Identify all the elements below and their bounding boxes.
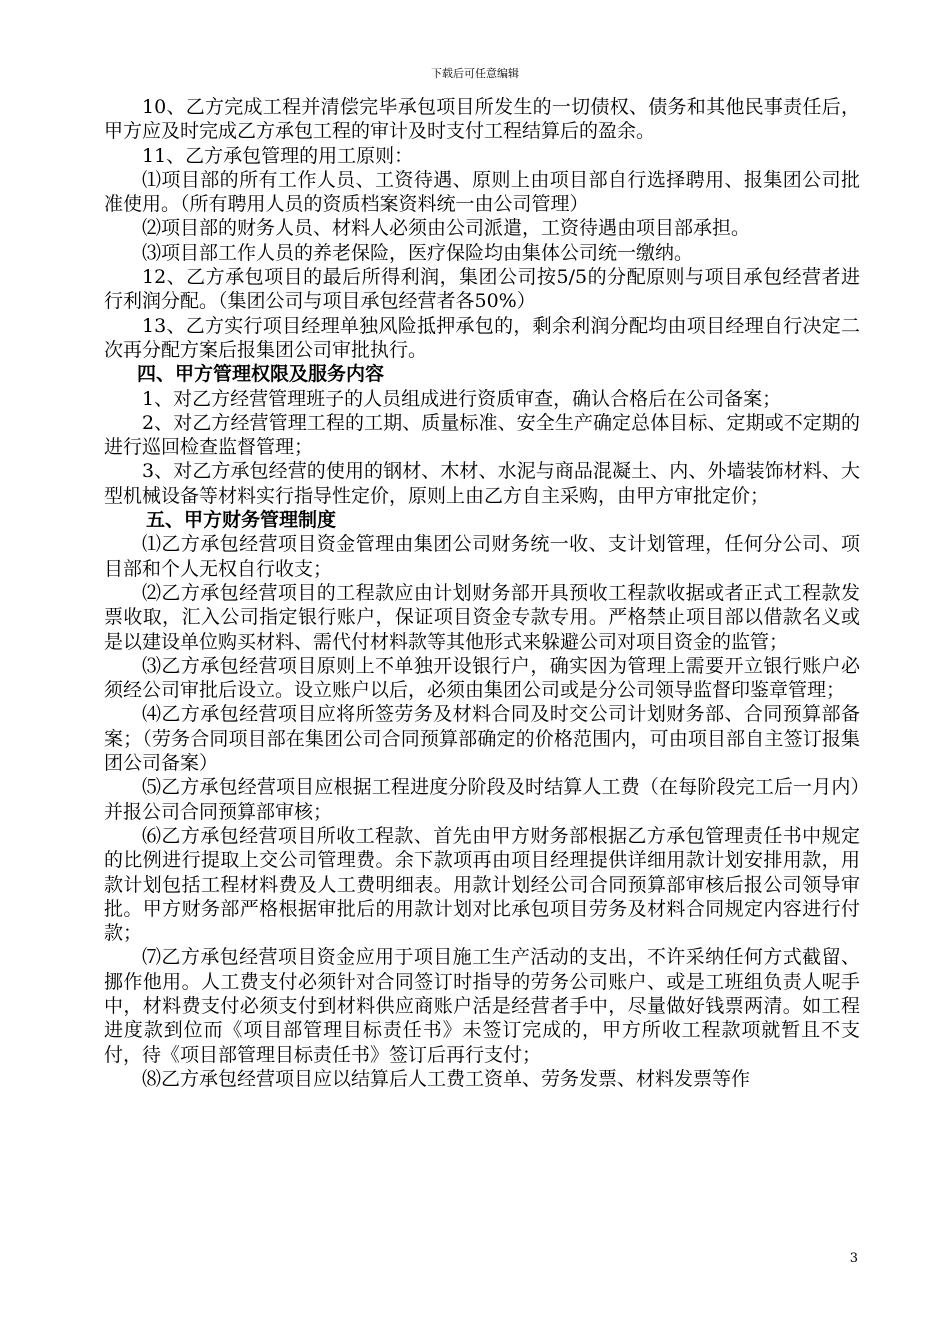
section-heading: 五、甲方财务管理制度 — [146, 509, 337, 532]
body-paragraph: 3、对乙方承包经营的使用的钢材、木材、水泥与商品混凝土、内、外墙装饰材料、大型机械设备等材料实行指导性定价，原则上由乙方自主采购，由甲方审批定价； — [104, 460, 860, 507]
document-body — [104, 95, 860, 1091]
body-paragraph: ⑵项目部的财务人员、材料人必须由公司派遣，工资待遇由项目部承担。 — [142, 217, 751, 240]
body-paragraph: ⑺乙方承包经营项目资金应用于项目施工生产活动的支出，不许采纳任何方式截留、挪作他用。人工费支付必须针对合同签订时指导的劳务公司账户、或是工班组负责人呢手中，材料费支付必须支付到材料供应商账户活是经营者手中，尽量做好钱票两清。如工程进度款到位而《项目部管理目标责任书》未签订完成的，甲方所收工程款项就暂且不支付，待《项目部管理目标责任书》签订后再行支付； — [104, 946, 860, 1066]
body-paragraph: ⑷乙方承包经营项目应将所签劳务及材料合同及时交公司计划财务部、合同预算部备案；（劳务合同项目部在集团公司合同预算部确定的价格范围内，可由项目部自主签订报集团公司备案） — [104, 703, 860, 775]
body-paragraph: 1、对乙方经营管理班子的人员组成进行资质审查，确认合格后在公司备案； — [142, 387, 782, 410]
body-paragraph: ⑴项目部的所有工作人员、工资待遇、原则上由项目部自行选择聘用、报集团公司批准使用。（所有聘用人员的资质档案资料统一由公司管理） — [104, 168, 860, 216]
body-paragraph: 10、乙方完成工程并清偿完毕承包项目所发生的一切债权、债务和其他民事责任后，甲方应及时完成乙方承包工程的审计及时支付工程结算后的盈余。 — [104, 96, 860, 143]
section-heading: 四、甲方管理权限及服务内容 — [137, 363, 385, 386]
body-paragraph: ⑻乙方承包经营项目应以结算后人工费工资单、劳务发票、材料发票等作 — [142, 1067, 751, 1090]
body-paragraph: ⑵乙方承包经营项目的工程款应由计划财务部开具预收工程款收据或者正式工程款发票收取，汇入公司指定银行账户，保证项目资金专款专用。严格禁止项目部以借款名义或是以建设单位购买材料、需代付材料款等其他形式来躲避公司对项目资金的监管； — [104, 581, 860, 653]
page-header: 下载后可任意编辑 — [431, 67, 519, 80]
body-paragraph: ⑶项目部工作人员的养老保险，医疗保险均由集体公司统一缴纳。 — [142, 241, 694, 264]
body-paragraph: 12、乙方承包项目的最后所得利润，集团公司按5/5的分配原则与项目承包经营者进行利润分配。（集团公司与项目承包经营者各50%） — [104, 266, 860, 313]
body-paragraph: ⑴乙方承包经营项目资金管理由集团公司财务统一收、支计划管理，任何分公司、项目部和个人无权自行收支； — [104, 533, 860, 580]
body-paragraph: ⑸乙方承包经营项目应根据工程进度分阶段及时结算人工费（在每阶段完工后一月内）并报公司合同预算部审核； — [104, 776, 860, 823]
body-paragraph: 11、乙方承包管理的用工原则： — [142, 144, 414, 167]
body-paragraph: 2、对乙方经营管理工程的工期、质量标准、安全生产确定总体目标、定期或不定期的进行巡回检查监督管理； — [104, 411, 860, 459]
body-paragraph: ⑶乙方承包经营项目原则上不单独开设银行户，确实因为管理上需要开立银行账户必须经公司审批后设立。设立账户以后，必须由集团公司或是分公司领导监督印鉴章管理； — [104, 654, 860, 702]
page-number: 3 — [849, 1251, 858, 1266]
body-paragraph: 13、乙方实行项目经理单独风险抵押承包的，剩余利润分配均由项目经理自行决定二次再分配方案后报集团公司审批执行。 — [104, 314, 860, 361]
body-paragraph: ⑹乙方承包经营项目所收工程款、首先由甲方财务部根据乙方承包管理责任书中规定的比例进行提取上交公司管理费。余下款项再由项目经理提供详细用款计划安排用款，用款计划包括工程材料费及人工费明细表。用款计划经公司合同预算部审核后报公司领导审批。甲方财务部严格根据审批后的用款计划对比承包项目劳务及材料合同规定内容进行付款； — [104, 824, 860, 945]
